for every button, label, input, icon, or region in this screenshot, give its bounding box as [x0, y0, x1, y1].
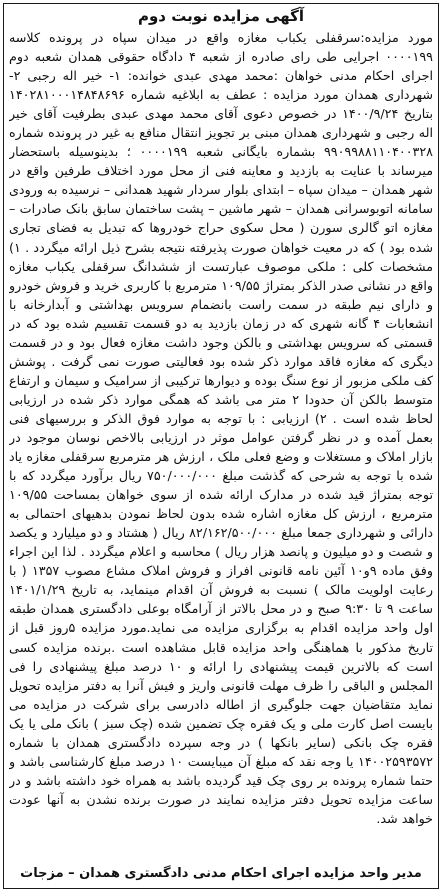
- notice-body: مورد مزایده:سرقفلی یکباب مغازه واقع در میدان سپاه در پرونده کلاسه ۰۰۰۰۱۹۹ اجرایی طی رای صادره از شعبه ۴ دادگاه حقوقی همدان شعبه دوم اجرای احکام مدنی خواهان :محمد مهدی عبدی خوانده: ۱- خیر اله رجبی ۲-شهرداری همدان مورد مزایده : عطف به ابلاغیه شماره ۱۴۰۲۸۱۰۰۰۱۴۸۴۸۶۹۶ بتاریخ ۱۴۰۰/۹/۲۴ در خصوص دعوی آقای محمد مهدی عبدی بطرفیت آقای خیر اله رجبی و شهرداری همدان مبنی بر تجویز انتقال منافع به غیر در پرونده شماره ۹۹۰۹۹۸۸۱۱۰۴۰۰۳۲۸ بشماره بایگانی شعبه ۰۰۰۰۱۹۹ ؛ بدینوسیله باستحضار میرساند با عنایت به بازدید و معاینه فنی از محل مورد اختلاف طرفین واقع در شهر همدان – میدان سپاه – ابتدای بلوار سردار شهید همدانی – نرسیده به ورودی سامانه اتوبوسرانی همدان – شهر ماشین – پشت ساختمان سابق بانک صادرات – مغازه اتو گالری سورن ( محل سکوی حراج خودروها که تبدیل به فضای تجاری شده بود ) که در معیت خواهان صورت پذیرفته نتیجه بشرح ذیل ارائه میگردد . ۱) مشخصات کلی : ملکی موصوف عبارتست از ششدانگ سرقفلی یکباب مغازه واقع در نشانی صدر الذکر بمتراژ ۱۰۹/۵۵ مترمربع با کاربری خرید و فروش خودرو و دارای نیم طبقه در سمت راست بانضمام سرویس بهداشتی و آبدارخانه با انشعابات ۴ گانه شهری که در زمان بازدید به دو قسمت تقسیم شده بود که در قسمتی که سرویس بهداشتی و بالکن وجود داشت مغازه فعال بود و در قسمت دیگری که مغازه فاقد موارد ذکر شده بود فعالیتی صورت نمی گرفت . پوشش کف ملکی مزبور از نوع سنگ بوده و دیوارها ترکیبی از سرامیک و سیمان و ارتفاع متوسط بالکن آن حدودا ۲ متر می باشد که همگی موارد ذکر شده در ارزیابی لحاظ شده است . ۲) ارزیابی : با توجه به موارد فوق الذکر و بررسیهای فنی بعمل آمده و در نظر گرفتن عوامل موثر در ارزیابی بالاخص نوسان موجود در بازار املاک و مستغلات و وضع فعلی ملک ، ارزش هر مترمربع سرقفلی مغازه یاد شده با توجه به شرحی که گذشت مبلغ ۷۵۰/۰۰۰/۰۰۰ ریال برآورد میگردد که با توجه بمتراژ قید شده در مدارک ارائه شده از سوی خواهان بمساحت ۱۰۹/۵۵ مترمربع ، ارزش کل مغازه اشاره شده بدون لحاظ نمودن بدهیهای احتمالی به دارائی و شهرداری جمعا مبلغ ۸۲/۱۶۲/۵۰۰/۰۰۰ ریال ( هشتاد و دو میلیارد و یکصد و شصت و دو میلیون و پانصد هزار ریال ) محاسبه و اعلام میگردد . لذا این اجراء وفق ماده ۹و۱۰ آئین نامه قانونی افراز و فروش املاک مشاع مصوب ۱۳۵۷ ( با رعایت اولویت مالک ) نسبت به فروش آن اقدام مینماید، به تاریخ ۱۴۰۱/۱/۲۹ ساعت ۹ تا ۹:۳۰ صبح و در محل بالاتر از آرامگاه بوعلی دادگستری همدان طبقه اول واحد مزایده اقدام به برگزاری مزایده می نماید.مورد مزایده ۵روز قبل از تاریخ مذکور با هماهنگی واحد مزایده قابل مشاهده است .برنده مزایده کسی است که بالاترین قیمت پیشنهادی را ارائه و ۱۰ درصد مبلغ پیشنهادی را فی المجلس و الباقی را ظرف مهلت قانونی واریز و فیش آنرا به دفتر مزایده تحویل نماید متقاضیان جهت جلوگیری از اطاله دادرسی برای شرکت در مزایده می بایست اصل کارت ملی و یک فقره چک تضمین شده (چک سبز ) بانک ملی یا یک فقره چک بانکی (سایر بانکها ) در وجه سپرده دادگستری همدان با شماره ۱۴۰۰۲۵۹۳۵۷۲ یا وجه نقد که مبلغ آن میبایست ۱۰ درصد مبلغ کارشناسی باشد و حتما شماره پرونده بر روی چک قید گردیده باشد به همراه خود داشته باشد و در ساعت مزایده تحویل دفتر مزایده نمایند در صورت برنده نشدن به آنها عودت خواهد شد.: [9, 30, 433, 826]
- notice-signature: مدیر واحد مزایده اجرای احکام مدنی دادگستری همدان – مزجات: [20, 866, 422, 881]
- notice-title: آگهی مزایده نوبت دوم: [137, 7, 305, 25]
- notice-page: [3, 3, 439, 889]
